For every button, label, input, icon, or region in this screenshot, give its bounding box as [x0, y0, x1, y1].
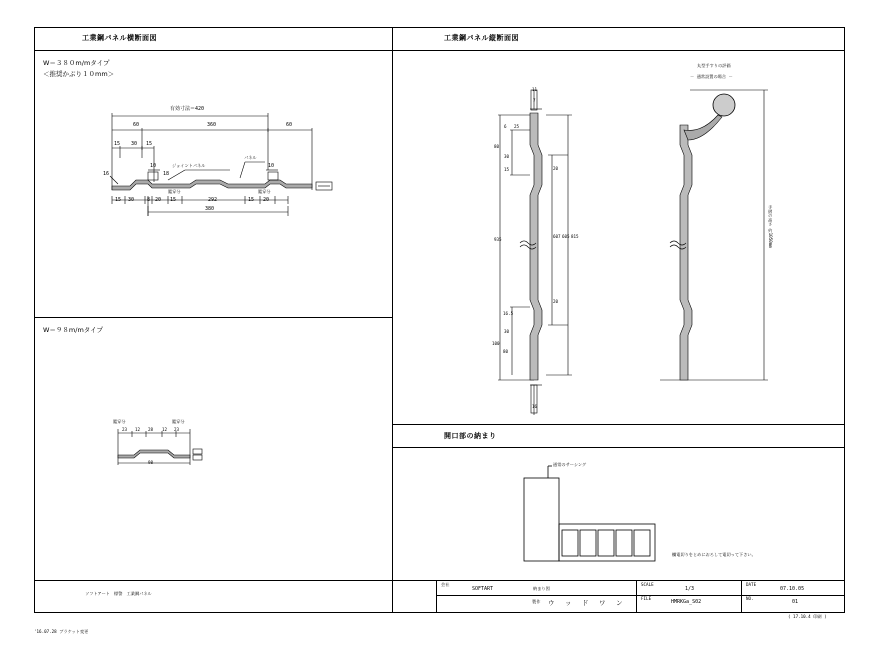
label-no: NO.: [746, 596, 754, 601]
dim-second-2: 30: [131, 141, 138, 147]
vdim-100: 100: [492, 341, 500, 346]
vdim-25: 25: [514, 124, 520, 129]
label-panel: パネル: [244, 155, 257, 160]
vdim-15: 15: [504, 167, 510, 172]
dim-bottom-1: 15: [115, 197, 122, 203]
label-kanbu-right-380: 鑑穿分: [258, 189, 271, 194]
drawing-name: 納まり図: [533, 586, 550, 591]
title-opening-detail: 開口部の納まり: [444, 432, 497, 440]
dim-bottom-6: 292: [208, 197, 218, 203]
idim-605: 605: [562, 234, 570, 239]
dim-handrail-height: 手摺の高さ 約1050mm: [768, 205, 774, 248]
vdim-80: 80: [494, 144, 500, 149]
w98-section-drawing: [110, 425, 210, 470]
vdim-11: 11: [532, 87, 538, 92]
dim-second-3: 15: [146, 141, 153, 147]
idim-815: 815: [571, 234, 579, 239]
dim98-top-1: 23: [122, 427, 128, 432]
revision-note: '16.07.28 ブラケット変更: [34, 629, 89, 634]
idim-20a: 20: [553, 166, 559, 171]
vdim-16: 16: [532, 404, 538, 409]
file-name: HMRKGa_S02: [671, 599, 702, 605]
dim-bottom-2: 30: [128, 197, 135, 203]
dim-bottom-8: 20: [263, 197, 270, 203]
label-joint-panel: ジョイントパネル: [172, 163, 206, 168]
dim-16: 16: [103, 171, 110, 177]
label-company: 会社: [441, 582, 450, 587]
vdim-30b: 30: [504, 329, 510, 334]
label-scale: SCALE: [641, 582, 654, 587]
label-kanbu-left-380: 鑑穿分: [168, 189, 181, 194]
vdim-30: 30: [504, 154, 510, 159]
note-title: 丸型手すりの評価: [697, 63, 731, 68]
dim-bottom-4: 20: [155, 197, 162, 203]
note-opening: 欄電切りをとめにおろして電切って下さい。: [672, 552, 756, 557]
dim-effective: 有効寸法＝420: [170, 106, 205, 112]
dim-top-1: 60: [133, 122, 140, 128]
dim-380: 380: [205, 206, 215, 212]
dim-top-2: 360: [207, 122, 217, 128]
type-note-380: ＜推奨かぶり１０mm＞: [43, 70, 115, 78]
no-value: 01: [792, 599, 799, 605]
dim-second-1: 15: [114, 141, 121, 147]
label-kanbu-right-98: 鑑穿分: [172, 419, 185, 424]
dim-10-right: 10: [268, 163, 275, 169]
title-horizontal-section: 工業鋼パネル横断面図: [82, 34, 157, 42]
type-label-380: W＝３８０m/mタイプ: [43, 59, 110, 67]
vertical-section-drawing: [490, 85, 790, 420]
idim-607: 607: [553, 234, 561, 239]
type-label-98: W＝９８m/mタイプ: [43, 326, 103, 334]
vdim-80b: 80: [503, 349, 509, 354]
vdim-16-5: 16.5: [503, 311, 514, 316]
dim-bottom-5: 15: [170, 197, 177, 203]
dim98-top-5: 23: [174, 427, 180, 432]
callout-sashing: 通常のサーシング: [553, 462, 587, 467]
vdim-935: 935: [494, 237, 502, 242]
label-maker: 製作: [532, 599, 541, 604]
dim-98: 98: [148, 460, 154, 465]
dim98-top-3: 28: [148, 427, 154, 432]
footer-left-title: ソフトアート 標警 工業鋼パネル: [85, 591, 152, 596]
opening-detail-drawing: [510, 458, 660, 568]
note-sub: － 通常設置の場合 －: [690, 74, 733, 79]
dim-top-3: 60: [286, 122, 293, 128]
title-vertical-section: 工業鋼パネル縦断面図: [444, 34, 519, 42]
print-note: ( 17.10.4 印刷 ): [788, 614, 827, 619]
dim98-top-2: 12: [135, 427, 141, 432]
maker-name: ウ ッ ド ワ ン: [548, 599, 625, 607]
dim-bottom-7: 15: [248, 197, 255, 203]
idim-20b: 20: [553, 299, 559, 304]
dim98-top-4: 12: [162, 427, 168, 432]
dim-bottom-3: 8: [147, 197, 151, 203]
vdim-7: 7: [533, 98, 536, 103]
dim-18: 18: [163, 171, 170, 177]
label-date: DATE: [746, 582, 757, 587]
label-file: FILE: [641, 596, 652, 601]
company-name: SOFTART: [472, 586, 494, 592]
horizontal-section-drawing: [90, 100, 350, 230]
dim-10-left: 10: [150, 163, 157, 169]
date-value: 07.10.05: [780, 586, 805, 592]
label-kanbu-left-98: 鑑穿分: [113, 419, 126, 424]
scale-value: 1/3: [685, 586, 695, 592]
vdim-6: 6: [504, 124, 507, 129]
